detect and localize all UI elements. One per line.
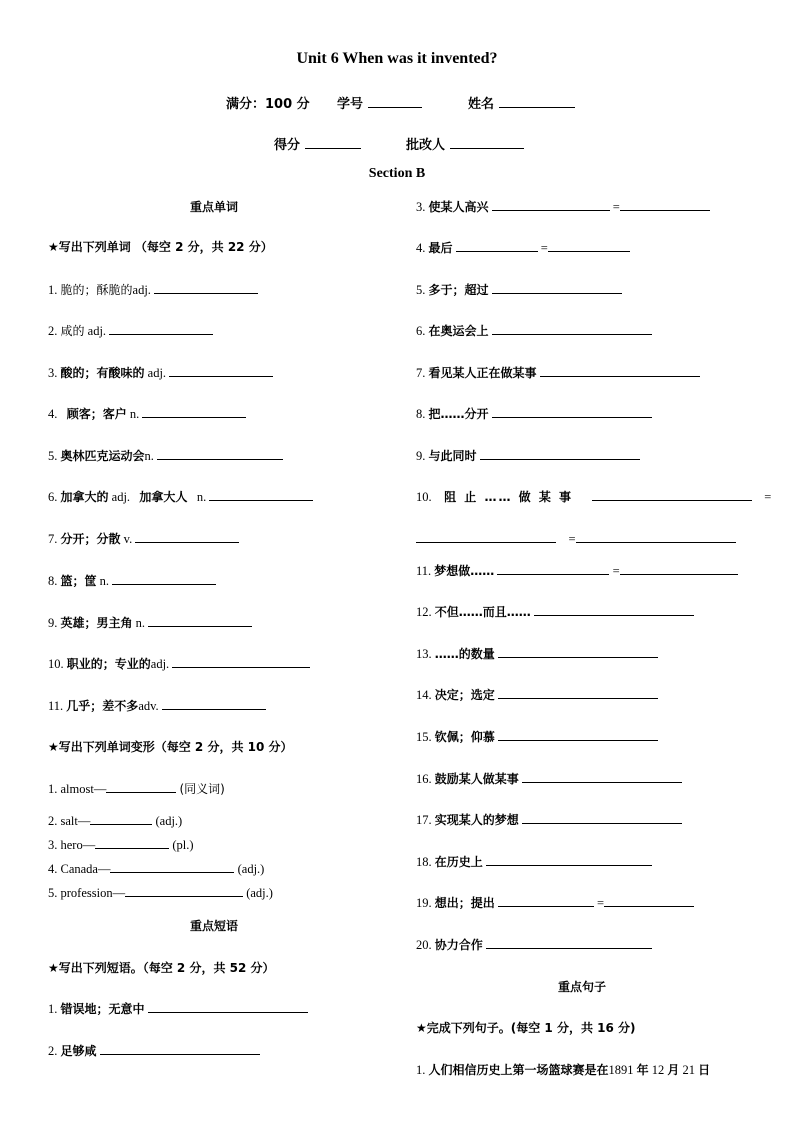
vocab-item: 8. 篮；筐 n.	[48, 572, 216, 589]
answer-blank[interactable]	[148, 614, 252, 627]
answer-blank[interactable]	[109, 322, 213, 335]
answer-blank[interactable]	[100, 1042, 260, 1055]
answer-blank[interactable]	[492, 198, 610, 211]
answer-blank[interactable]	[125, 884, 243, 897]
grader-field[interactable]	[450, 136, 524, 149]
answer-blank[interactable]	[498, 645, 658, 658]
vocab-item: 6. 加拿大的 adj. 加拿大人 n.	[48, 488, 313, 505]
phrase-item-line2: =	[416, 530, 736, 547]
sentence-instruction: ★完成下列句子。(每空 1 分，共 16 分)	[416, 1021, 636, 1035]
vocab-item: 4. 顾客；客户 n.	[48, 405, 246, 422]
vocab-item: 9. 英雄；男主角 n.	[48, 614, 252, 631]
form-item: 2. salt— (adj.)	[48, 814, 183, 828]
answer-blank[interactable]	[492, 405, 652, 418]
answer-blank[interactable]	[416, 530, 556, 543]
phrase-instruction: ★写出下列短语。（每空 2 分，共 52 分）	[48, 961, 275, 975]
answer-blank[interactable]	[592, 488, 752, 501]
answer-blank[interactable]	[154, 281, 258, 294]
name-field[interactable]	[499, 95, 575, 108]
answer-blank[interactable]	[142, 405, 246, 418]
phrase-item: 18. 在历史上	[416, 853, 652, 870]
sentence-item: 1. 人们相信历史上第一场篮球赛是在1891 年 12 月 21 日	[416, 1063, 711, 1077]
answer-blank[interactable]	[522, 811, 682, 824]
answer-blank[interactable]	[157, 447, 283, 460]
vocab-item: 10. 职业的；专业的adj.	[48, 655, 310, 672]
section-title: Section B	[368, 166, 426, 181]
answer-blank[interactable]	[162, 697, 266, 710]
phrase-item: 12. 不但……而且……	[416, 603, 694, 620]
forms-instruction: ★写出下列单词变形（每空 2 分，共 10 分）	[48, 740, 293, 754]
answer-blank[interactable]	[480, 447, 640, 460]
vocab-item: 5. 奥林匹克运动会n.	[48, 447, 283, 464]
form-item: 3. hero— (pl.)	[48, 838, 194, 852]
answer-blank[interactable]	[112, 572, 216, 585]
answer-blank[interactable]	[620, 198, 710, 211]
answer-blank[interactable]	[492, 281, 622, 294]
form-item: 4. Canada— (adj.)	[48, 862, 265, 876]
answer-blank[interactable]	[604, 894, 694, 907]
phrase-item: 13. ……的数量	[416, 645, 658, 662]
answer-blank[interactable]	[498, 728, 658, 741]
phrase-item: 14. 决定；选定	[416, 686, 658, 703]
answer-blank[interactable]	[169, 364, 273, 377]
vocab-heading: 重点单词	[190, 200, 239, 214]
page-title: Unit 6 When was it invented?	[296, 50, 498, 67]
vocab-item: 3. 酸的；有酸味的 adj.	[48, 364, 273, 381]
phrase-item: 3. 使某人高兴 =	[416, 198, 710, 215]
phrase-item: 16. 鼓励某人做某事	[416, 770, 682, 787]
answer-blank[interactable]	[486, 853, 652, 866]
answer-blank[interactable]	[576, 530, 736, 543]
vocab-instruction: ★写出下列单词 （每空 2 分，共 22 分）	[48, 240, 273, 254]
phrase-item: 1. 错误地；无意中	[48, 1000, 308, 1017]
form-item: 5. profession— (adj.)	[48, 886, 273, 900]
answer-blank[interactable]	[620, 562, 738, 575]
answer-blank[interactable]	[498, 686, 658, 699]
score-label: 得分	[274, 134, 361, 153]
answer-blank[interactable]	[135, 530, 239, 543]
answer-blank[interactable]	[456, 239, 538, 252]
phrase-item: 5. 多于；超过	[416, 281, 622, 298]
answer-blank[interactable]	[548, 239, 630, 252]
grader-label: 批改人	[406, 134, 524, 153]
answer-blank[interactable]	[534, 603, 694, 616]
vocab-item: 1. 脆的；酥脆的adj.	[48, 281, 258, 298]
sentence-heading: 重点句子	[558, 980, 607, 994]
score-field[interactable]	[305, 136, 361, 149]
phrase-heading: 重点短语	[190, 919, 239, 933]
phrase-item: 9. 与此同时	[416, 447, 640, 464]
phrase-item: 17. 实现某人的梦想	[416, 811, 682, 828]
phrase-item: 4. 最后 =	[416, 239, 630, 256]
answer-blank[interactable]	[90, 812, 152, 825]
phrase-item: 7. 看见某人正在做某事	[416, 364, 700, 381]
answer-blank[interactable]	[498, 894, 594, 907]
vocab-item: 2. 咸的 adj.	[48, 322, 213, 339]
phrase-item: 15. 钦佩；仰慕	[416, 728, 658, 745]
answer-blank[interactable]	[522, 770, 682, 783]
phrase-item: 8. 把……分开	[416, 405, 652, 422]
phrase-item: 20. 协力合作	[416, 936, 652, 953]
phrase-item: 11. 梦想做…… =	[416, 562, 738, 579]
name-label: 姓名	[468, 93, 575, 112]
answer-blank[interactable]	[540, 364, 700, 377]
answer-blank[interactable]	[106, 780, 176, 793]
form-item: 1. almost— (同义词)	[48, 782, 225, 796]
student-no-label: 学号	[337, 93, 422, 112]
phrase-item: 19. 想出；提出 =	[416, 894, 694, 911]
phrase-item: 6. 在奥运会上	[416, 322, 652, 339]
answer-blank[interactable]	[148, 1000, 308, 1013]
student-no-field[interactable]	[368, 95, 422, 108]
answer-blank[interactable]	[172, 655, 310, 668]
phrase-item: 2. 足够咸	[48, 1042, 260, 1059]
answer-blank[interactable]	[497, 562, 609, 575]
phrase-item: 10. 阻 止 …… 做 某 事 =	[416, 490, 772, 504]
answer-blank[interactable]	[492, 322, 652, 335]
answer-blank[interactable]	[209, 488, 313, 501]
answer-blank[interactable]	[95, 836, 169, 849]
vocab-item: 7. 分开；分散 v.	[48, 530, 239, 547]
full-score: 满分：100 分	[226, 97, 310, 112]
answer-blank[interactable]	[486, 936, 652, 949]
vocab-item: 11. 几乎；差不多adv.	[48, 697, 266, 714]
answer-blank[interactable]	[110, 860, 234, 873]
